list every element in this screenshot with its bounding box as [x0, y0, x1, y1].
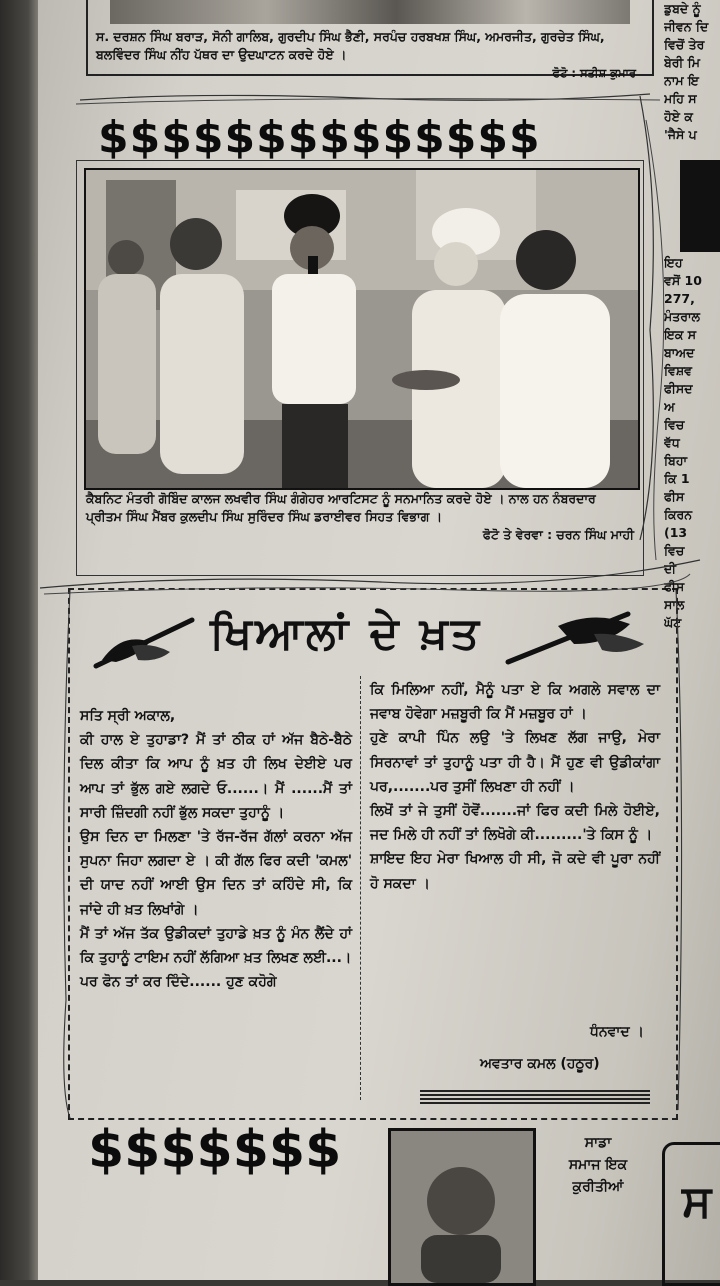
letter-paragraph: ਉਸ ਦਿਨ ਦਾ ਮਿਲਣਾ 'ਤੇ ਰੱਜ-ਰੱਜ ਗੱਲਾਂ ਕਰਨਾ ਅੱਜ ਸੁਪਨਾ ਜਿਹਾ ਲਗਦਾ ਏ । ਕੀ ਗੱਲ ਫਿਰ ਕਦੀ 'ਕਮਲ' ਦੀ ਯਾਦ ਨਹੀਂ ਆਈ ਉਸ ਦਿਨ ਤਾਂ ਕਹਿੰਦੇ ਸੀ, ਕਿ ਜਾਂਦੇ ਹੀ ਖ਼ਤ ਲਿਖਾਂਗੇ । — [80, 829, 352, 918]
bottom-article-heading — [536, 1132, 660, 1198]
letter-thanks: ਧੰਨਵਾਦ । — [590, 1024, 644, 1040]
edge-line: ਵਿਸ਼ਵ — [664, 363, 693, 378]
edge-line: ਘੱਟ — [664, 615, 682, 630]
edge-line: ਮੰਤਰਾਲ — [664, 309, 701, 324]
edge-line: ਵਸੋਂ 10 — [664, 273, 702, 288]
edge-line: ਫੀਸਦ — [664, 381, 693, 396]
award-photo — [84, 168, 640, 490]
adjacent-bottom-letter: ਸ — [682, 1176, 712, 1227]
edge-line: ਸਾਲ — [664, 597, 685, 612]
end-rule — [420, 1090, 650, 1104]
letter-paragraph: ਲਿਖੋਂ ਤਾਂ ਜੇ ਤੁਸੀਂ ਹੋਵੋਂ.......ਜਾਂ ਫਿਰ ਕਦੀ ਮਿਲੇ ਹੋਈਏ, ਜਦ ਮਿਲੇ ਹੀ ਨਹੀਂ ਤਾਂ ਲਿਖੋਗੇ ਕੀ.........'ਤੇ ਕਿਸ ਨੂੰ । — [370, 803, 660, 844]
letter-paragraph: ਸ਼ਾਇਦ ਇਹ ਮੇਰਾ ਖਿਆਲ ਹੀ ਸੀ, ਜੋ ਕਦੇ ਵੀ ਪੂਰਾ ਨਹੀਂ ਹੋ ਸਕਦਾ । — [370, 851, 660, 892]
edge-line: 277, — [664, 291, 695, 306]
photo-caption-credit: ਫੋਟੋ ਤੇ ਵੇਰਵਾ : ਚਰਨ ਸਿੰਘ ਮਾਹੀ — [482, 527, 634, 542]
bottom-heading-line: ਕੁਰੀਤੀਆਂ — [572, 1179, 624, 1195]
edge-line: ਇਹ — [664, 255, 683, 270]
edge-line: ਕਿਰਨ — [664, 507, 693, 522]
edge-line: ਦੀ — [664, 561, 677, 576]
letter-paragraph: ਕਿ ਮਿਲਿਆ ਨਹੀਂ, ਮੈਨੂੰ ਪਤਾ ਏ ਕਿ ਅਗਲੇ ਸਵਾਲ ਦਾ ਜਵਾਬ ਹੋਵੇਗਾ ਮਜ਼ਬੂਰੀ ਕਿ ਮੈਂ ਮਜ਼ਬੂਰ ਹਾਂ । — [370, 682, 660, 723]
pen-icon — [92, 612, 202, 676]
letter-paragraph: ਸਤਿ ਸ੍ਰੀ ਅਕਾਲ, — [80, 708, 176, 724]
edge-line: ਵਿਚ — [664, 543, 685, 558]
edge-line: ਫੀਸ — [664, 489, 685, 504]
letter-paragraph: ਮੈਂ ਤਾਂ ਅੱਜ ਤੱਕ ਉਡੀਕਦਾਂ ਤੁਹਾਡੇ ਖ਼ਤ ਨੂੰ ਮੰਨ ਲੈਂਦੇ ਹਾਂ ਕਿ ਤੁਹਾਨੂੰ ਟਾਇਮ ਨਹੀਂ ਲੱਗਿਆ ਖ਼ਤ ਲਿਖਣ ਲਈ...। — [80, 925, 352, 967]
bottom-heading-line: ਸਮਾਜ ਇਕ — [568, 1157, 628, 1173]
edge-line: ਇਕ ਸ — [664, 327, 697, 342]
feature-left-column — [80, 704, 352, 994]
edge-line: ਫੀਸ — [664, 579, 685, 594]
edge-line: ਨਾਮ ਇ — [664, 73, 699, 88]
letter-author: ਅਵਤਾਰ ਕਮਲ (ਹਠੂਰ) — [480, 1056, 600, 1072]
letter-paragraph: ਕੀ ਹਾਲ ਏ ਤੁਹਾਡਾ? ਮੈਂ ਤਾਂ ਠੀਕ ਹਾਂ ਅੱਜ ਬੈਠੇ-ਬੈਠੇ ਦਿਲ ਕੀਤਾ ਕਿ ਆਪ ਨੂੰ ਖ਼ਤ ਹੀ ਲਿਖ ਦੇਈਏ ਪਰ ਆਪ ਤਾਂ ਭੁੱਲ ਗਏ ਲਗਦੇ ਓ......। ਮੈਂ ......ਮੈਂ ਤਾਂ ਸਾਰੀ ਜ਼ਿੰਦਗੀ ਨਹੀਂ ਭੁੱਲ ਸਕਦਾ ਤੁਹਾਨੂੰ । — [80, 732, 352, 821]
letter-paragraph: ਹੁਣੇ ਕਾਪੀ ਪਿੰਨ ਲਉ 'ਤੇ ਲਿਖਣ ਲੱਗ ਜਾਉ, ਮੇਰਾ ਸਿਰਨਾਵਾਂ ਤਾਂ ਤੁਹਾਨੂੰ ਪਤਾ ਹੀ ਹੈ। ਮੈਂ ਹੁਣ ਵੀ ਉਡੀਕਾਂਗਾ ਪਰ,.......ਪਰ ਤੁਸੀਂ ਲਿਖਣਾ ਹੀ ਨਹੀਂ । — [370, 730, 660, 795]
edge-line: ਬੇਰੀ ਮਿ — [664, 55, 700, 70]
edge-line: ਵਿਚ — [664, 417, 685, 432]
top-photo-caption — [96, 28, 636, 82]
edge-line: ਵਿਚੋਂ ਤੇਰ — [664, 37, 705, 52]
pen-icon — [498, 604, 658, 672]
edge-line: ਵੱਧ — [664, 435, 680, 450]
edge-line: (13 — [664, 525, 688, 540]
bottom-photo — [388, 1128, 536, 1286]
column-divider — [360, 676, 361, 1100]
edge-line: ਕਿ 1 — [664, 471, 690, 486]
feature-right-column — [370, 678, 660, 896]
top-caption-text: ਸ. ਦਰਸ਼ਨ ਸਿੰਘ ਬਰਾੜ, ਸੋਨੀ ਗਾਲਿਬ, ਗੁਰਦੀਪ ਸਿੰਘ ਭੈਣੀ, ਸਰਪੰਚ ਹਰਬਖਸ਼ ਸਿੰਘ, ਅਮਰਜੀਤ, ਗੁਰਚੇਤ ਸਿੰਘ, ਬਲਵਿੰਦਰ ਸਿੰਘ ਨੀਂਹ ਪੱਥਰ ਦਾ ਉਦਘਾਟਨ ਕਰਦੇ ਹੋਏ । — [96, 29, 605, 62]
edge-line: ਜੀਵਨ ਦਿ — [664, 19, 709, 34]
edge-line: 'ਜੈਸੇ ਪ — [664, 127, 697, 142]
edge-line: ਹੋਏ ਕ — [664, 109, 693, 124]
top-caption-credit: ਫੋਟੋ : ਸਤੀਸ਼ ਕੁਮਾਰ — [552, 66, 636, 80]
edge-line: ਬਿਹਾ — [664, 453, 688, 468]
photo-caption-text: ਕੈਬਨਿਟ ਮੰਤਰੀ ਗੋਬਿੰਦ ਕਾਲਜ ਲਖਵੀਰ ਸਿੰਘ ਗੰਗੇਹਰ ਆਰਟਿਸਟ ਨੂੰ ਸਨਮਾਨਿਤ ਕਰਦੇ ਹੋਏ । ਨਾਲ ਹਨ ਨੰਬਰਦਾਰ ਪ੍ਰੀਤਮ ਸਿੰਘ ਮੈਂਬਰ ਕੁਲਦੀਪ ਸਿੰਘ ਸੁਰਿੰਦਰ ਸਿੰਘ ਡਰਾਈਵਰ ਸਿਹਤ ਵਿਭਾਗ । — [86, 491, 596, 524]
edge-line: ਬਾਅਦ — [664, 345, 695, 360]
edge-line: ਅ — [664, 399, 675, 414]
photo-caption — [86, 490, 634, 544]
award-photo-image — [86, 170, 638, 488]
dollar-separator-top: $$$$$$$$$$$$$$ — [98, 112, 541, 163]
page-edge-shadow — [0, 0, 40, 1280]
feature-title: ਖਿਆਲਾਂ ਦੇ ਖ਼ਤ — [210, 608, 483, 659]
bottom-heading-line: ਸਾਡਾ — [584, 1135, 612, 1151]
dollar-separator-bottom: $$$$$$$ — [88, 1120, 342, 1180]
letter-paragraph: ਪਰ ਫੋਨ ਤਾਂ ਕਰ ਦਿੰਦੇ...... ਹੁਣ ਕਹੋਗੇ — [80, 974, 277, 991]
adjacent-heading-block — [680, 160, 720, 252]
edge-line: ਮਹਿ ਸ — [664, 91, 697, 106]
edge-line: ਡੁਬਦੇ ਨੂੰ — [664, 1, 701, 16]
